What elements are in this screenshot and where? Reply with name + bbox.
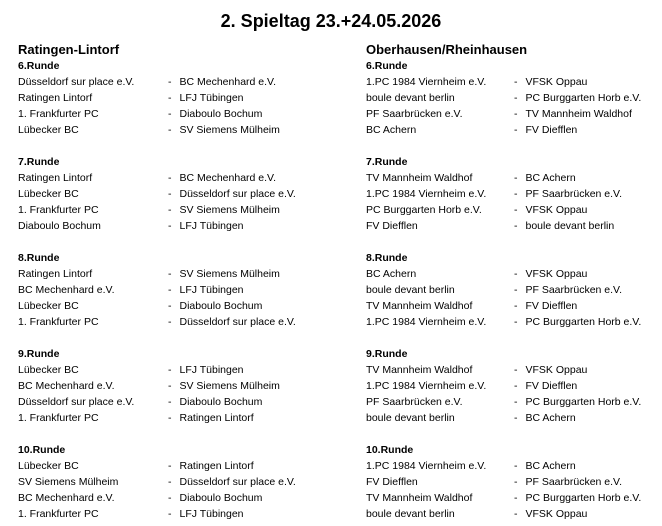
away-team: Diaboulo Bochum [179,396,263,408]
match-row [366,410,662,426]
away-team: SV Siemens Mülheim [179,204,280,216]
away-entry [514,298,577,314]
match-separator: - [514,204,518,216]
match-separator: - [168,508,172,520]
round-block [366,346,662,426]
away-entry [514,314,641,330]
away-entry [168,202,280,218]
match-row [18,266,348,282]
away-team: boule devant berlin [525,220,615,232]
home-team: PF Saarbrücken e.V. [366,396,463,408]
home-team: BC Achern [366,268,417,280]
home-team: PC Burggarten Horb e.V. [366,204,482,216]
match-row [366,298,662,314]
match-separator: - [168,124,172,136]
match-row [18,394,348,410]
home-team: 1.PC 1984 Viernheim e.V. [366,316,487,328]
round-block [366,154,662,234]
match-row [18,74,348,90]
away-entry [514,106,632,122]
away-entry [168,74,276,90]
away-entry [168,474,296,490]
match-row [366,218,662,234]
away-team: LFJ Tübingen [179,508,244,520]
away-team: BC Achern [525,172,576,184]
match-row [18,506,348,522]
match-separator: - [168,300,172,312]
away-entry [514,378,577,394]
away-team: FV Diefflen [525,380,578,392]
round-title: 8.Runde [366,252,408,264]
home-team: Lübecker BC [18,188,79,200]
match-row [18,314,348,330]
home-team: Lübecker BC [18,460,79,472]
away-team: FV Diefflen [525,300,578,312]
home-team: boule devant berlin [366,284,455,296]
away-entry [514,218,614,234]
home-team: TV Mannheim Waldhof [366,364,473,376]
away-team: VFSK Oppau [525,204,588,216]
away-team: Ratingen Lintorf [179,460,254,472]
match-separator: - [168,460,172,472]
away-entry [514,282,622,298]
match-separator: - [514,300,518,312]
away-entry [514,506,587,522]
away-team: PC Burggarten Horb e.V. [525,316,642,328]
away-entry [514,170,576,186]
match-row [18,218,348,234]
match-separator: - [514,76,518,88]
away-entry [168,90,244,106]
away-team: Diaboulo Bochum [179,108,263,120]
away-entry [168,170,276,186]
venue-column-ratingen-lintorf [18,41,348,522]
match-separator: - [168,268,172,280]
match-separator: - [514,316,518,328]
match-separator: - [514,92,518,104]
away-team: PF Saarbrücken e.V. [525,284,622,296]
away-team: Düsseldorf sur place e.V. [179,476,296,488]
home-team: Ratingen Lintorf [18,268,93,280]
away-team: LFJ Tübingen [179,92,244,104]
match-row [366,314,662,330]
away-team: Düsseldorf sur place e.V. [179,188,296,200]
home-team: 1.PC 1984 Viernheim e.V. [366,188,487,200]
away-team: VFSK Oppau [525,364,588,376]
away-entry [168,314,296,330]
away-team: SV Siemens Mülheim [179,380,280,392]
match-row [366,266,662,282]
match-separator: - [514,396,518,408]
away-team: LFJ Tübingen [179,284,244,296]
home-team: TV Mannheim Waldhof [366,300,473,312]
home-team: Lübecker BC [18,364,79,376]
match-separator: - [514,412,518,424]
home-team: TV Mannheim Waldhof [366,172,473,184]
home-team: 1. Frankfurter PC [18,316,99,328]
match-row [366,90,662,106]
away-entry [168,218,244,234]
away-entry [168,122,280,138]
match-row [366,170,662,186]
match-separator: - [514,220,518,232]
round-title: 9.Runde [18,348,60,360]
home-team: BC Mechenhard e.V. [18,284,115,296]
home-team: boule devant berlin [366,412,455,424]
round-block [366,58,662,138]
away-team: BC Mechenhard e.V. [179,172,277,184]
home-team: BC Mechenhard e.V. [18,380,115,392]
round-title: 10.Runde [18,444,66,456]
away-entry [514,74,587,90]
away-entry [168,298,262,314]
away-entry [168,490,262,506]
away-team: SV Siemens Mülheim [179,268,280,280]
away-entry [168,410,254,426]
away-team: Ratingen Lintorf [179,412,254,424]
home-team: Diaboulo Bochum [18,220,101,232]
match-row [366,362,662,378]
round-block [18,346,348,426]
round-block [18,442,348,522]
match-separator: - [514,508,518,520]
round-block [366,442,662,522]
home-team: boule devant berlin [366,508,455,520]
away-entry [514,394,641,410]
home-team: PF Saarbrücken e.V. [366,108,463,120]
match-separator: - [168,220,172,232]
home-team: Düsseldorf sur place e.V. [18,76,135,88]
venue-title: Oberhausen/Rheinhausen [366,42,528,57]
home-team: 1.PC 1984 Viernheim e.V. [366,460,487,472]
round-title: 7.Runde [18,156,60,168]
home-team: 1.PC 1984 Viernheim e.V. [366,76,487,88]
away-entry [514,410,576,426]
match-row [366,458,662,474]
round-title: 7.Runde [366,156,408,168]
match-row [366,186,662,202]
away-entry [168,362,244,378]
away-team: LFJ Tübingen [179,364,244,376]
away-team: BC Achern [525,460,576,472]
match-separator: - [168,476,172,488]
home-team: 1. Frankfurter PC [18,108,99,120]
match-row [366,490,662,506]
away-team: Diaboulo Bochum [179,492,263,504]
home-team: Ratingen Lintorf [18,92,93,104]
match-row [366,506,662,522]
match-separator: - [514,476,518,488]
home-team: Lübecker BC [18,124,79,136]
match-row [18,378,348,394]
round-title: 8.Runde [18,252,60,264]
match-separator: - [514,492,518,504]
away-entry [514,490,641,506]
home-team: BC Achern [366,124,417,136]
away-team: PC Burggarten Horb e.V. [525,396,642,408]
away-entry [168,266,280,282]
match-row [366,282,662,298]
match-row [366,394,662,410]
away-entry [514,474,622,490]
match-separator: - [168,92,172,104]
away-entry [168,378,280,394]
away-team: PC Burggarten Horb e.V. [525,92,642,104]
round-block [18,58,348,138]
page-title: 2. Spieltag 23.+24.05.2026 [220,11,442,31]
match-separator: - [514,380,518,392]
home-team: BC Mechenhard e.V. [18,492,115,504]
match-row [18,90,348,106]
match-row [18,106,348,122]
round-block [366,250,662,330]
match-row [366,378,662,394]
match-row [366,202,662,218]
home-team: Düsseldorf sur place e.V. [18,396,135,408]
away-team: LFJ Tübingen [179,220,244,232]
home-team: 1. Frankfurter PC [18,204,99,216]
match-separator: - [168,108,172,120]
match-row [18,282,348,298]
home-team: Ratingen Lintorf [18,172,93,184]
home-team: boule devant berlin [366,92,455,104]
home-team: FV Diefflen [366,220,418,232]
home-team: FV Diefflen [366,476,418,488]
away-entry [168,106,262,122]
match-separator: - [168,316,172,328]
round-title: 10.Runde [366,444,414,456]
away-entry [168,282,244,298]
match-separator: - [168,204,172,216]
match-row [366,474,662,490]
round-title: 6.Runde [366,60,408,72]
match-row [18,122,348,138]
match-separator: - [514,188,518,200]
match-row [18,298,348,314]
round-title: 6.Runde [18,60,60,72]
away-entry [168,506,244,522]
away-team: TV Mannheim Waldhof [525,108,632,120]
home-team: 1. Frankfurter PC [18,508,99,520]
match-separator: - [514,108,518,120]
home-team: 1.PC 1984 Viernheim e.V. [366,380,487,392]
away-entry [514,122,577,138]
match-row [18,362,348,378]
away-team: BC Achern [525,412,576,424]
match-row [18,490,348,506]
match-separator: - [168,364,172,376]
away-entry [514,186,622,202]
match-separator: - [168,492,172,504]
away-team: SV Siemens Mülheim [179,124,280,136]
away-entry [514,202,587,218]
away-entry [514,266,587,282]
match-separator: - [168,188,172,200]
match-row [18,202,348,218]
match-row [366,106,662,122]
away-team: FV Diefflen [525,124,578,136]
match-row [18,410,348,426]
round-block [18,154,348,234]
away-team: Diaboulo Bochum [179,300,263,312]
match-row [366,74,662,90]
away-entry [168,458,254,474]
home-team: SV Siemens Mülheim [18,476,119,488]
match-row [18,458,348,474]
match-separator: - [514,460,518,472]
away-team: VFSK Oppau [525,268,588,280]
home-team: TV Mannheim Waldhof [366,492,473,504]
match-separator: - [514,124,518,136]
away-team: PF Saarbrücken e.V. [525,476,622,488]
home-team: Lübecker BC [18,300,79,312]
match-separator: - [168,396,172,408]
match-separator: - [514,172,518,184]
match-separator: - [514,284,518,296]
away-entry [514,90,641,106]
away-team: VFSK Oppau [525,508,588,520]
away-team: VFSK Oppau [525,76,588,88]
away-team: BC Mechenhard e.V. [179,76,277,88]
venue-title: Ratingen-Lintorf [18,42,120,57]
match-separator: - [168,76,172,88]
round-title: 9.Runde [366,348,408,360]
away-team: PC Burggarten Horb e.V. [525,492,642,504]
away-entry [514,458,576,474]
match-separator: - [168,380,172,392]
away-entry [514,362,587,378]
away-entry [168,186,296,202]
match-separator: - [168,412,172,424]
match-row [18,186,348,202]
match-separator: - [168,284,172,296]
match-separator: - [514,364,518,376]
match-row [18,474,348,490]
venue-column-oberhausen-rheinhausen [366,41,662,522]
match-row [366,122,662,138]
away-team: Düsseldorf sur place e.V. [179,316,296,328]
round-block [18,250,348,330]
away-entry [168,394,262,410]
home-team: 1. Frankfurter PC [18,412,99,424]
match-separator: - [168,172,172,184]
match-separator: - [514,268,518,280]
away-team: PF Saarbrücken e.V. [525,188,622,200]
match-row [18,170,348,186]
